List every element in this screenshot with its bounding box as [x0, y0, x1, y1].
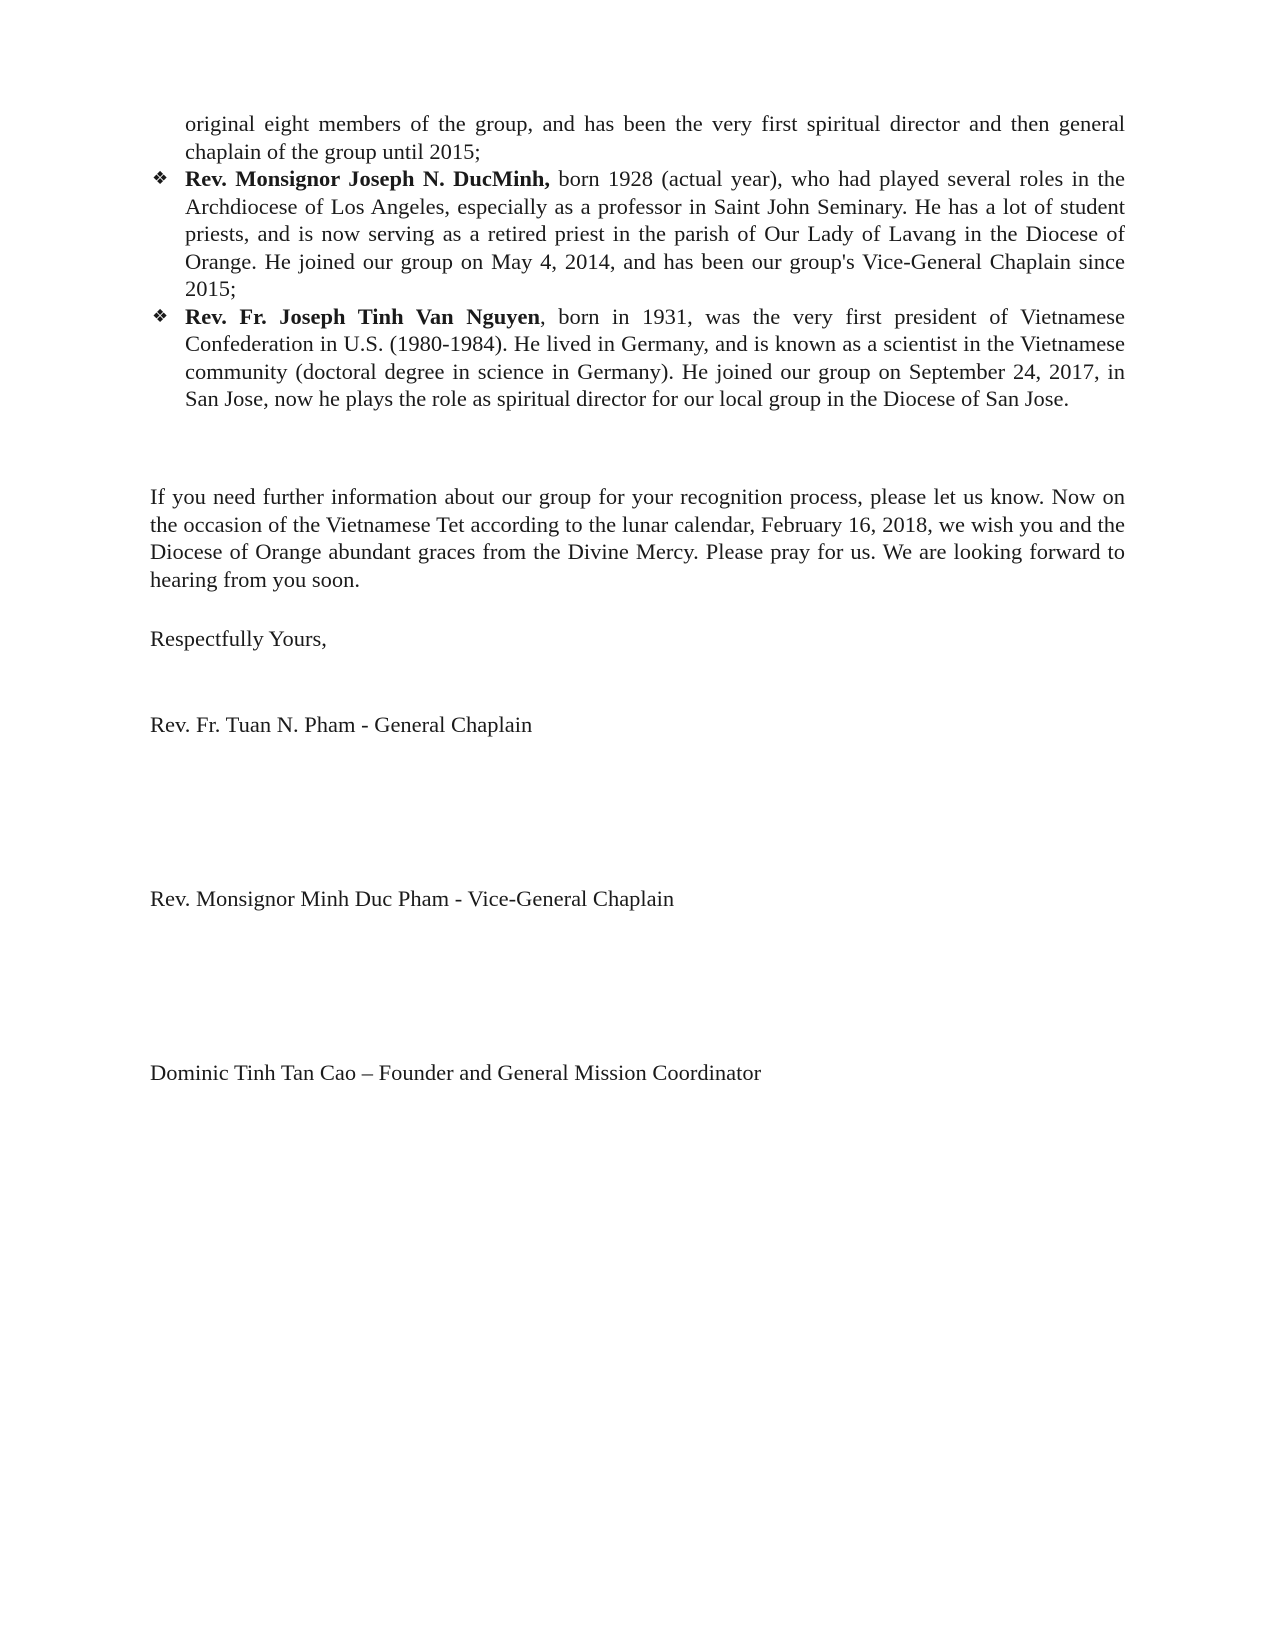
diamond-bullet-icon: ❖ — [152, 168, 169, 189]
list-item — [152, 165, 1125, 303]
chaplain-description: born 1928 (actual year), who had played several roles in the Archdiocese of Los Angeles, especially as a professor in Saint John Seminary. He has a lot of student priests, and is now serving as a retired priest in the parish of Our Lady of Lavang in the Diocese of Orange. He joined our group on May 4, 2014, and has been our group's Vice-General Chaplain since 2015; — [185, 166, 1125, 301]
list-item — [152, 303, 1125, 413]
signatory-founder: Dominic Tinh Tan Cao – Founder and General Mission Coordinator — [150, 1060, 762, 1085]
chaplain-description: , born in 1931, was the very first president of Vietnamese Confederation in U.S. (1980-1984). He lived in Germany, and is known as a scientist in the Vietnamese community (doctoral degree in science in Germany). He joined our group on September 24, 2017, in San Jose, now he plays the role as spiritual director for our local group in the Diocese of San Jose. — [185, 303, 1125, 411]
chaplain-list — [152, 165, 1125, 413]
signatory-vice-general-chaplain: Rev. Monsignor Minh Duc Pham - Vice-General Chaplain — [150, 886, 675, 911]
chaplain-name: Rev. Fr. Joseph Tinh Van Nguyen — [185, 303, 541, 329]
signatory-general-chaplain: Rev. Fr. Tuan N. Pham - General Chaplain — [150, 712, 533, 737]
chaplain-name: Rev. Monsignor Joseph N. DucMinh, — [185, 166, 550, 191]
diamond-bullet-icon: ❖ — [152, 305, 169, 327]
salutation: Respectfully Yours, — [150, 626, 327, 651]
continuation-paragraph: original eight members of the group, and has been the very first spiritual director and then general chaplain of the group until 2015; — [185, 111, 1125, 164]
closing-paragraph: If you need further information about our group for your recognition process, please let us know. Now on the occasion of the Vietnamese Tet according to the lunar calendar, February 16, 2018, we wish you and the Diocese of Orange abundant graces from the Divine Mercy. Please pray for us. We are looking forward to hearing from you soon. — [150, 484, 1125, 592]
